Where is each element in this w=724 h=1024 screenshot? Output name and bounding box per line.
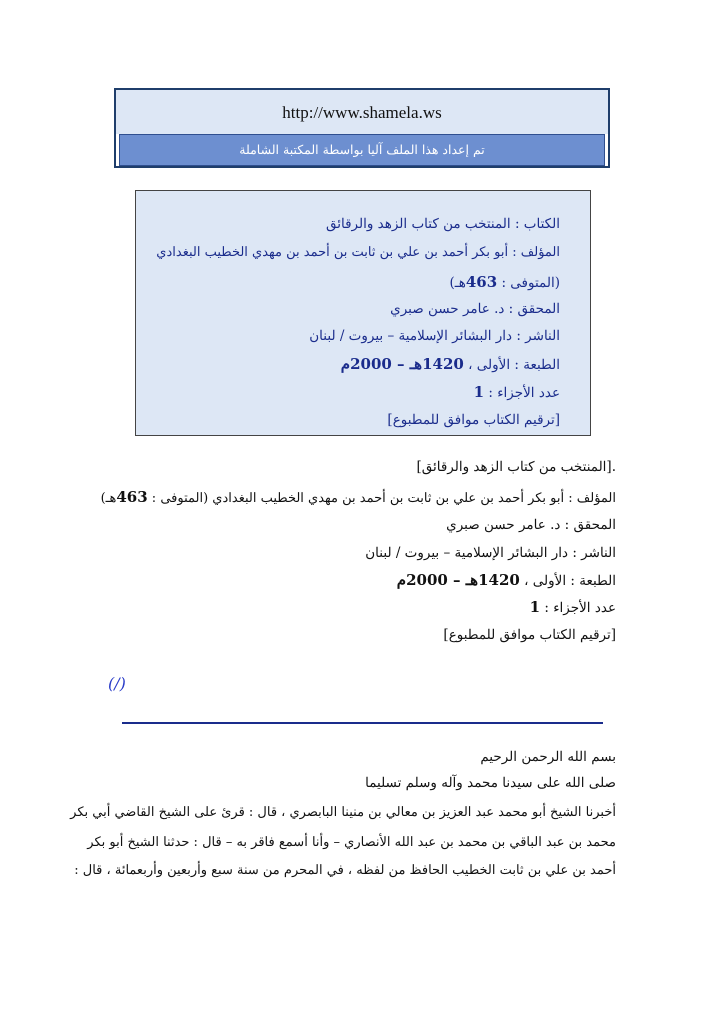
info-author: المؤلف : أبو بكر أحمد بن علي بن ثابت بن أحمد بن مهدي الخطيب البغدادي <box>156 245 560 260</box>
isnad-line-1: أخبرنا الشيخ أبو محمد عبد العزيز بن معالي بن منينا البابصري ، قال : قرئ على الشيخ القاضي أبي بكر <box>70 805 616 820</box>
shamela-banner <box>114 88 610 168</box>
book-info-box <box>135 190 591 436</box>
salutation: صلى الله على سيدنا محمد وآله وسلم تسليما <box>365 775 616 791</box>
plain-author: المؤلف : أبو بكر أحمد بن علي بن ثابت بن أحمد بن مهدي الخطيب البغدادي (المتوفى : 463هـ) <box>100 488 616 506</box>
info-publisher: الناشر : دار البشائر الإسلامية – بيروت / لبنان <box>309 328 560 344</box>
plain-book-title: .[المنتخب من كتاب الزهد والرقائق] <box>416 459 616 475</box>
basmala: بسم الله الرحمن الرحيم <box>480 749 616 765</box>
isnad-line-2: محمد بن عبد الباقي بن محمد بن عبد الله الأنصاري – وأنا أسمع فاقر به – قال : حدثنا الشيخ أبو بكر <box>87 835 616 850</box>
info-book-title: الكتاب : المنتخب من كتاب الزهد والرقائق <box>325 216 560 232</box>
generated-note: تم إعداد هذا الملف آليا بواسطة المكتبة الشاملة <box>119 134 605 166</box>
site-url[interactable]: http://www.shamela.ws <box>116 90 608 134</box>
plain-numbering: [ترقيم الكتاب موافق للمطبوع] <box>443 627 616 643</box>
plain-publisher: الناشر : دار البشائر الإسلامية – بيروت / لبنان <box>365 545 616 561</box>
plain-edition: الطبعة : الأولى ، 1420هـ – 2000م <box>396 571 616 589</box>
info-editor: المحقق : د. عامر حسن صبري <box>390 301 560 317</box>
info-volumes: عدد الأجزاء : 1 <box>473 383 560 401</box>
info-edition: الطبعة : الأولى ، 1420هـ – 2000م <box>340 355 560 373</box>
plain-editor: المحقق : د. عامر حسن صبري <box>446 517 616 533</box>
plain-volumes: عدد الأجزاء : 1 <box>529 598 616 616</box>
info-numbering: [ترقيم الكتاب موافق للمطبوع] <box>387 412 560 428</box>
page-marker: (/) <box>108 674 126 693</box>
section-divider <box>122 722 603 724</box>
isnad-line-3: أحمد بن علي بن ثابت الخطيب الحافظ من لفظه ، في المحرم من سنة سبع وأربعين وأربعمائة ، قال : <box>74 863 616 878</box>
info-death-date: (المتوفى : 463هـ) <box>449 273 560 291</box>
